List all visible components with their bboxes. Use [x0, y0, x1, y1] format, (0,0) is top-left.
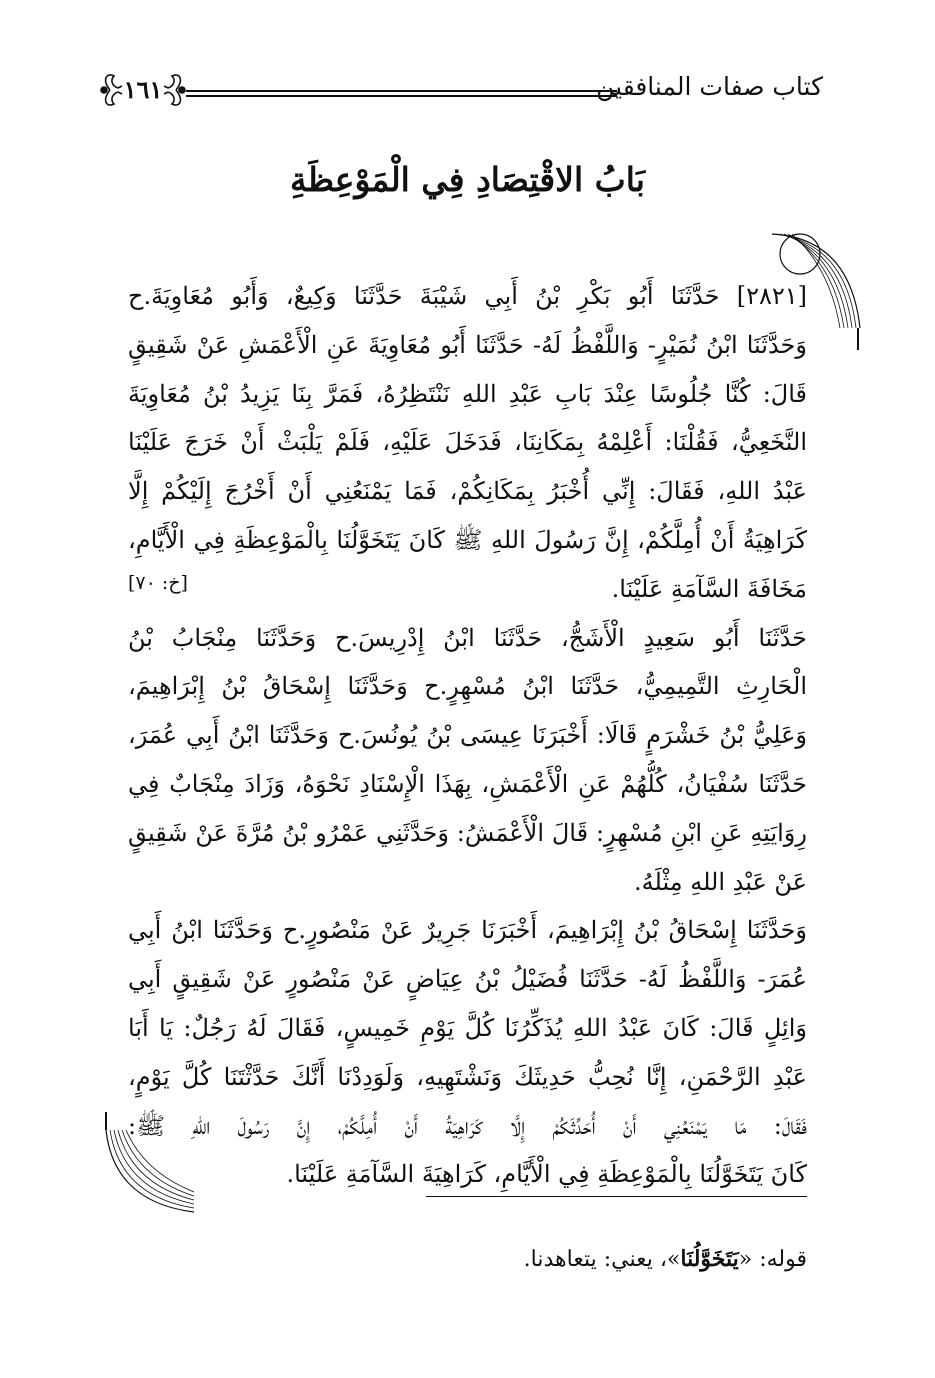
header-rule	[186, 90, 617, 97]
text-line: [٢٨٢١] حَدَّثَنَا أَبُو بَكْرِ بْنُ أَبِي شَيْبَةَ حَدَّثَنَا وَكِيعٌ، وَأَبُو مُعَاوِيَةَ.ح	[128, 282, 807, 310]
footnote: قوله: «يَتَخَوَّلُنَا»، يعني: يتعاهدنا.	[523, 1246, 807, 1272]
page-number: ١٦١	[123, 75, 163, 104]
text-line: حَدَّثَنَا سُفْيَانُ، كُلُّهُمْ عَنِ الْأَعْمَشِ، بِهَذَا الْإِسْنَادِ نَحْوَهُ، وَزَادَ مِنْجَابٌ فِي	[128, 769, 807, 798]
text-line: عُمَرَ- وَاللَّفْظُ لَهُ- حَدَّثَنَا فُضَيْلُ بْنُ عِيَاضٍ عَنْ مَنْصُورٍ عَنْ شَقِيقٍ أَبِي	[128, 965, 807, 994]
text-line: كَرَاهِيَةُ أَنْ أُمِلَّكُمْ، إِنَّ رَسُولَ اللهِ ﷺ كَانَ يَتَخَوَّلُنَا بِالْمَوْعِظَةِ فِي الْأَيَّامِ،	[128, 525, 807, 554]
footnote-term: يَتَخَوَّلُنَا	[680, 1246, 739, 1272]
text-line: وَحَدَّثَنَا ابْنُ نُمَيْرٍ- وَاللَّفْظُ لَهُ- حَدَّثَنَا أَبُو مُعَاوِيَةَ عَنِ الْأَعْمَشِ عَنْ شَقِيقٍ	[128, 330, 807, 359]
page-number-ornament	[96, 66, 190, 114]
text-line: النَّخَعِيُّ، فَقُلْنَا: أَعْلِمْهُ بِمَكَانِنَا، فَدَخَلَ عَلَيْهِ، فَلَمْ يَلْبَثْ أَنْ خَرَجَ عَلَيْنَا	[128, 428, 807, 457]
footnote-rule	[426, 1196, 807, 1197]
main-text	[128, 272, 807, 1199]
text-line: مَخَافَةَ السَّآمَةِ عَلَيْنَا. [خ: ٧٠]	[128, 565, 807, 614]
text-line: كَانَ يَتَخَوَّلُنَا بِالْمَوْعِظَةِ فِي الْأَيَّامِ، كَرَاهِيَةَ السَّآمَةِ عَلَيْنَا.	[286, 1160, 807, 1189]
running-title: كتاب صفات المنافقين	[596, 72, 823, 101]
text-line: الْحَارِثِ التَّمِيمِيُّ، حَدَّثَنَا ابْنُ مُسْهِرٍ.ح وَحَدَّثَنَا إِسْحَاقُ بْنُ إِبْرَاهِيمَ،	[128, 672, 807, 701]
text-line: وَعَلِيُّ بْنُ خَشْرَمٍ قَالَا: أَخْبَرَنَا عِيسَى بْنُ يُونُسَ.ح وَحَدَّثَنَا ابْنُ أَبِي عُمَرَ،	[128, 721, 807, 750]
text-line: عَنْ عَبْدِ اللهِ مِثْلَهُ.	[634, 867, 807, 896]
text-line: قَالَ: كُنَّا جُلُوسًا عِنْدَ بَابِ عَبْدِ اللهِ نَنْتَظِرُهُ، فَمَرَّ بِنَا يَزِيدُ بْنُ مُعَاوِيَةَ	[128, 379, 807, 408]
text-line: فَقَالَ: مَا يَمْنَعُنِي أَنْ أُحَدِّثَكُمْ إِلَّا كَرَاهِيَةُ أَنْ أُمِلَّكُمْ، إِنَّ رَسُولَ اللهِ ﷺ:	[128, 1111, 807, 1140]
text-line: وَحَدَّثَنَا إِسْحَاقُ بْنُ إِبْرَاهِيمَ، أَخْبَرَنَا جَرِيرٌ عَنْ مَنْصُورٍ.ح وَحَدَّثَنَا ابْنُ أَبِي	[128, 916, 807, 945]
text-line: وَائِلٍ قَالَ: كَانَ عَبْدُ اللهِ يُذَكِّرُنَا كُلَّ يَوْمِ خَمِيسٍ، فَقَالَ لَهُ رَجُلٌ: يَا أَبَا	[128, 1013, 807, 1042]
hadith-number: [٢٨٢١]	[736, 282, 807, 310]
text-line: حَدَّثَنَا أَبُو سَعِيدٍ الْأَشَجُّ، حَدَّثَنَا ابْنُ إِدْرِيسَ.ح وَحَدَّثَنَا مِنْجَابُ بْنُ	[128, 623, 807, 652]
text-line: عَبْدُ اللهِ، فَقَالَ: إِنِّي أُخْبَرُ بِمَكَانِكُمْ، فَمَا يَمْنَعُنِي أَنْ أَخْرُجَ إِلَيْكُمْ إِلَّا	[128, 477, 807, 506]
chapter-title: بَابُ الاقْتِصَادِ فِي الْمَوْعِظَةِ	[290, 160, 645, 199]
bukhari-reference: [خ: ٧٠]	[128, 571, 188, 594]
text-line: عَبْدِ الرَّحْمَنِ، إِنَّا نُحِبُّ حَدِيثَكَ وَنَشْتَهِيهِ، وَلَوَدِدْنَا أَنَّكَ حَدَّثْتَنَا كُلَّ يَوْمٍ،	[128, 1062, 807, 1091]
text-line: رِوَايَتِهِ عَنِ ابْنِ مُسْهِرٍ: قَالَ الْأَعْمَشُ: وَحَدَّثَنِي عَمْرُو بْنُ مُرَّةَ عَنْ شَقِيقٍ	[128, 818, 807, 847]
